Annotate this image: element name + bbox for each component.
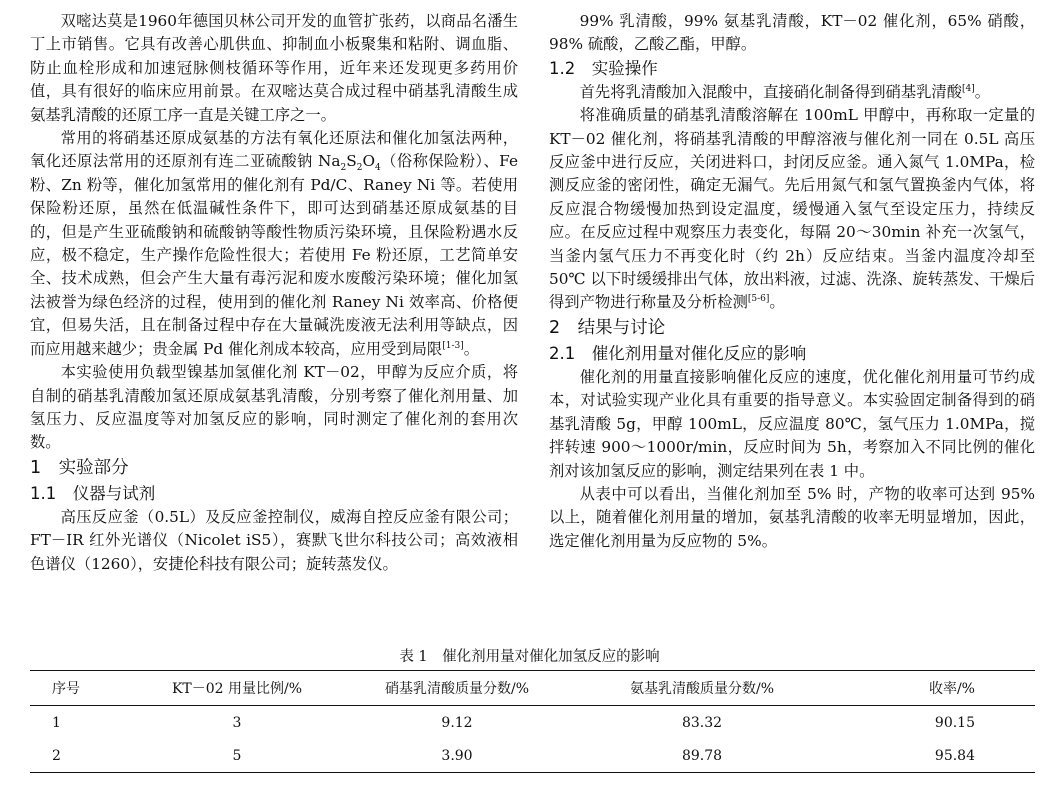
cell-nitro-fraction: 9.12 [441,714,473,731]
cell-amino-fraction: 89.78 [681,747,723,764]
col-header-catalyst-ratio: KT－02 用量比例/% [171,681,303,697]
catalyst-dosage-table [30,670,1035,773]
procedure-paragraph-1: 首先将乳清酸加入混酸中，直接硝化制备得到硝基乳清酸[4]。 [579,82,991,101]
col-header-nitro-fraction: 硝基乳清酸质量分数/% [384,681,530,697]
citation-ref: [1-3] [442,340,464,351]
intro-paragraph-1: 双嘧达莫是1960年德国贝林公司开发的血管扩张药，以商品名潘生丁上市销售。它具有改善心肌供血、抑制血小板聚集和粘附、调血脂、防止血栓形成和加速冠脉侧枝循环等作用，近年来还发现更多药用价值，具有很好的临床应用前景。在双嘧达莫合成过程中硝基乳清酸生成氨基乳清酸的还原工序一直是关键工序之一。 [30,12,518,124]
section-heading-1: 1 实验部分 [30,457,129,478]
reagents-paragraph: 99% 乳清酸，99% 氨基乳清酸，KT－02 催化剂，65% 硝酸，98% 硫酸，乙酸乙酯，甲醇。 [549,12,1035,54]
col-header-amino-fraction: 氨基乳清酸质量分数/% [629,681,775,697]
results-paragraph-2: 从表中可以看出，当催化剂加至 5% 时，产物的收率可达到 95% 以上，随着催化剂用量的增加，氨基乳清酸的收率无明显增加，因此，选定催化剂用量为反应物的 5%。 [549,484,1035,550]
intro-paragraph-2: 常用的将硝基还原成氨基的方法有氧化还原法和催化加氢法两种，氧化还原法常用的还原剂有连二亚硫酸钠 $Na_2S_2O_4$（俗称保险粉）、Fe 粉、Zn 粉等，催化加氢常用的催化剂有 Pd/C、Raney Ni 等。若使用保险粉还原，虽然在低温碱性条件下，即可达到硝基还原成氨基的目的，但是产生亚硫酸钠和硫酸钠等酸性物质污染环境，且保险粉遇水反应，极不稳定，生产操作危险性很大；若使用 Fe 粉还原，工艺简单安全、技术成熟，但会产生大量有毒污泥和废水废酸污染环境；催化加氢法被誉为绿色经济的过程，使用到的催化剂 Raney Ni 效率高、价格便宜，但易失活，且在制备过程中存在大量碱洗废液无法利用等缺点，因而应用越来越少；贵金属 Pd 催化剂成本较高，应用受到局限[1-3]。 [30,129,518,358]
cell-index: 1 [52,714,61,731]
col-header-index: 序号 [52,681,80,697]
subsection-heading-1-2: 1.2 实验操作 [549,58,658,78]
table-row [30,706,1035,740]
cell-catalyst-ratio: 3 [232,714,242,731]
cell-amino-fraction: 83.32 [681,714,723,731]
instruments-paragraph: 高压反应釜（0.5L）及反应釜控制仪，威海自控反应釜有限公司；FT－IR 红外光谱仪（Nicolet iS5），赛默飞世尔科技公司；高效液相色谱仪（1260），安捷伦科技有限公司；旋转蒸发仪。 [30,507,518,573]
table-header-row [30,671,1035,706]
left-column [30,10,518,576]
subsection-heading-1-1: 1.1 仪器与试剂 [30,483,156,503]
cell-index: 2 [52,747,61,764]
procedure-paragraph-2: 将准确质量的硝基乳清酸溶解在 100mL 甲醇中，再称取一定量的 KT－02 催化剂，将硝基乳清酸的甲醇溶液与催化剂一同在 0.5L 高压反应釜中进行反应，关闭进料口，封闭反应釜。通入氮气 1.0MPa，检测反应釜的密闭性，确定无漏气。先后用氮气和氢气置换釜内气体，将反应混合物缓慢加热到设定温度，缓慢通入氢气至设定压力，持续反应。在反应过程中观察压力表变化，每隔 20～30min 补充一次氢气，当釜内氢气压力不再变化时（约 2h）反应结束。当釜内温度冷却至 50℃ 以下时缓缓排出气体，放出料液，过滤、洗涤、旋转蒸发、干燥后得到产物进行称量及分析检测[5-6]。 [549,106,1035,312]
table-row [30,739,1035,773]
table-caption: 表 1 催化剂用量对催化加氢反应的影响 [399,649,660,665]
cell-nitro-fraction: 3.90 [441,747,473,764]
cell-catalyst-ratio: 5 [232,747,242,764]
results-paragraph-1: 催化剂的用量直接影响催化反应的速度，优化催化剂用量可节约成本，对试验实现产业化具有重要的指导意义。本实验固定制备得到的硝基乳清酸 5g，甲醇 100mL，反应温度 80℃，氢气压力 1.0MPa，搅拌转速 900～1000r/min，反应时间为 5h，考察加入不同比例的催化剂对该加氢反应的影响，测定结果列在表 1 中。 [549,367,1035,480]
intro-paragraph-3: 本实验使用负载型镍基加氢催化剂 KT－02，甲醇为反应介质，将自制的硝基乳清酸加氢还原成氨基乳清酸，分别考察了催化剂用量、加氢压力、反应温度等对加氢反应的影响，同时测定了催化剂的套用次数。 [30,363,518,452]
section-heading-2: 2 结果与讨论 [549,317,666,338]
col-header-yield: 收率/% [928,681,975,697]
right-column [549,10,1035,553]
citation-ref: [5-6] [747,294,770,305]
cell-yield: 95.84 [934,747,975,764]
cell-yield: 90.15 [934,714,975,731]
citation-ref: [4] [962,83,975,94]
subsection-heading-2-1: 2.1 催化剂用量对催化反应的影响 [549,343,807,363]
